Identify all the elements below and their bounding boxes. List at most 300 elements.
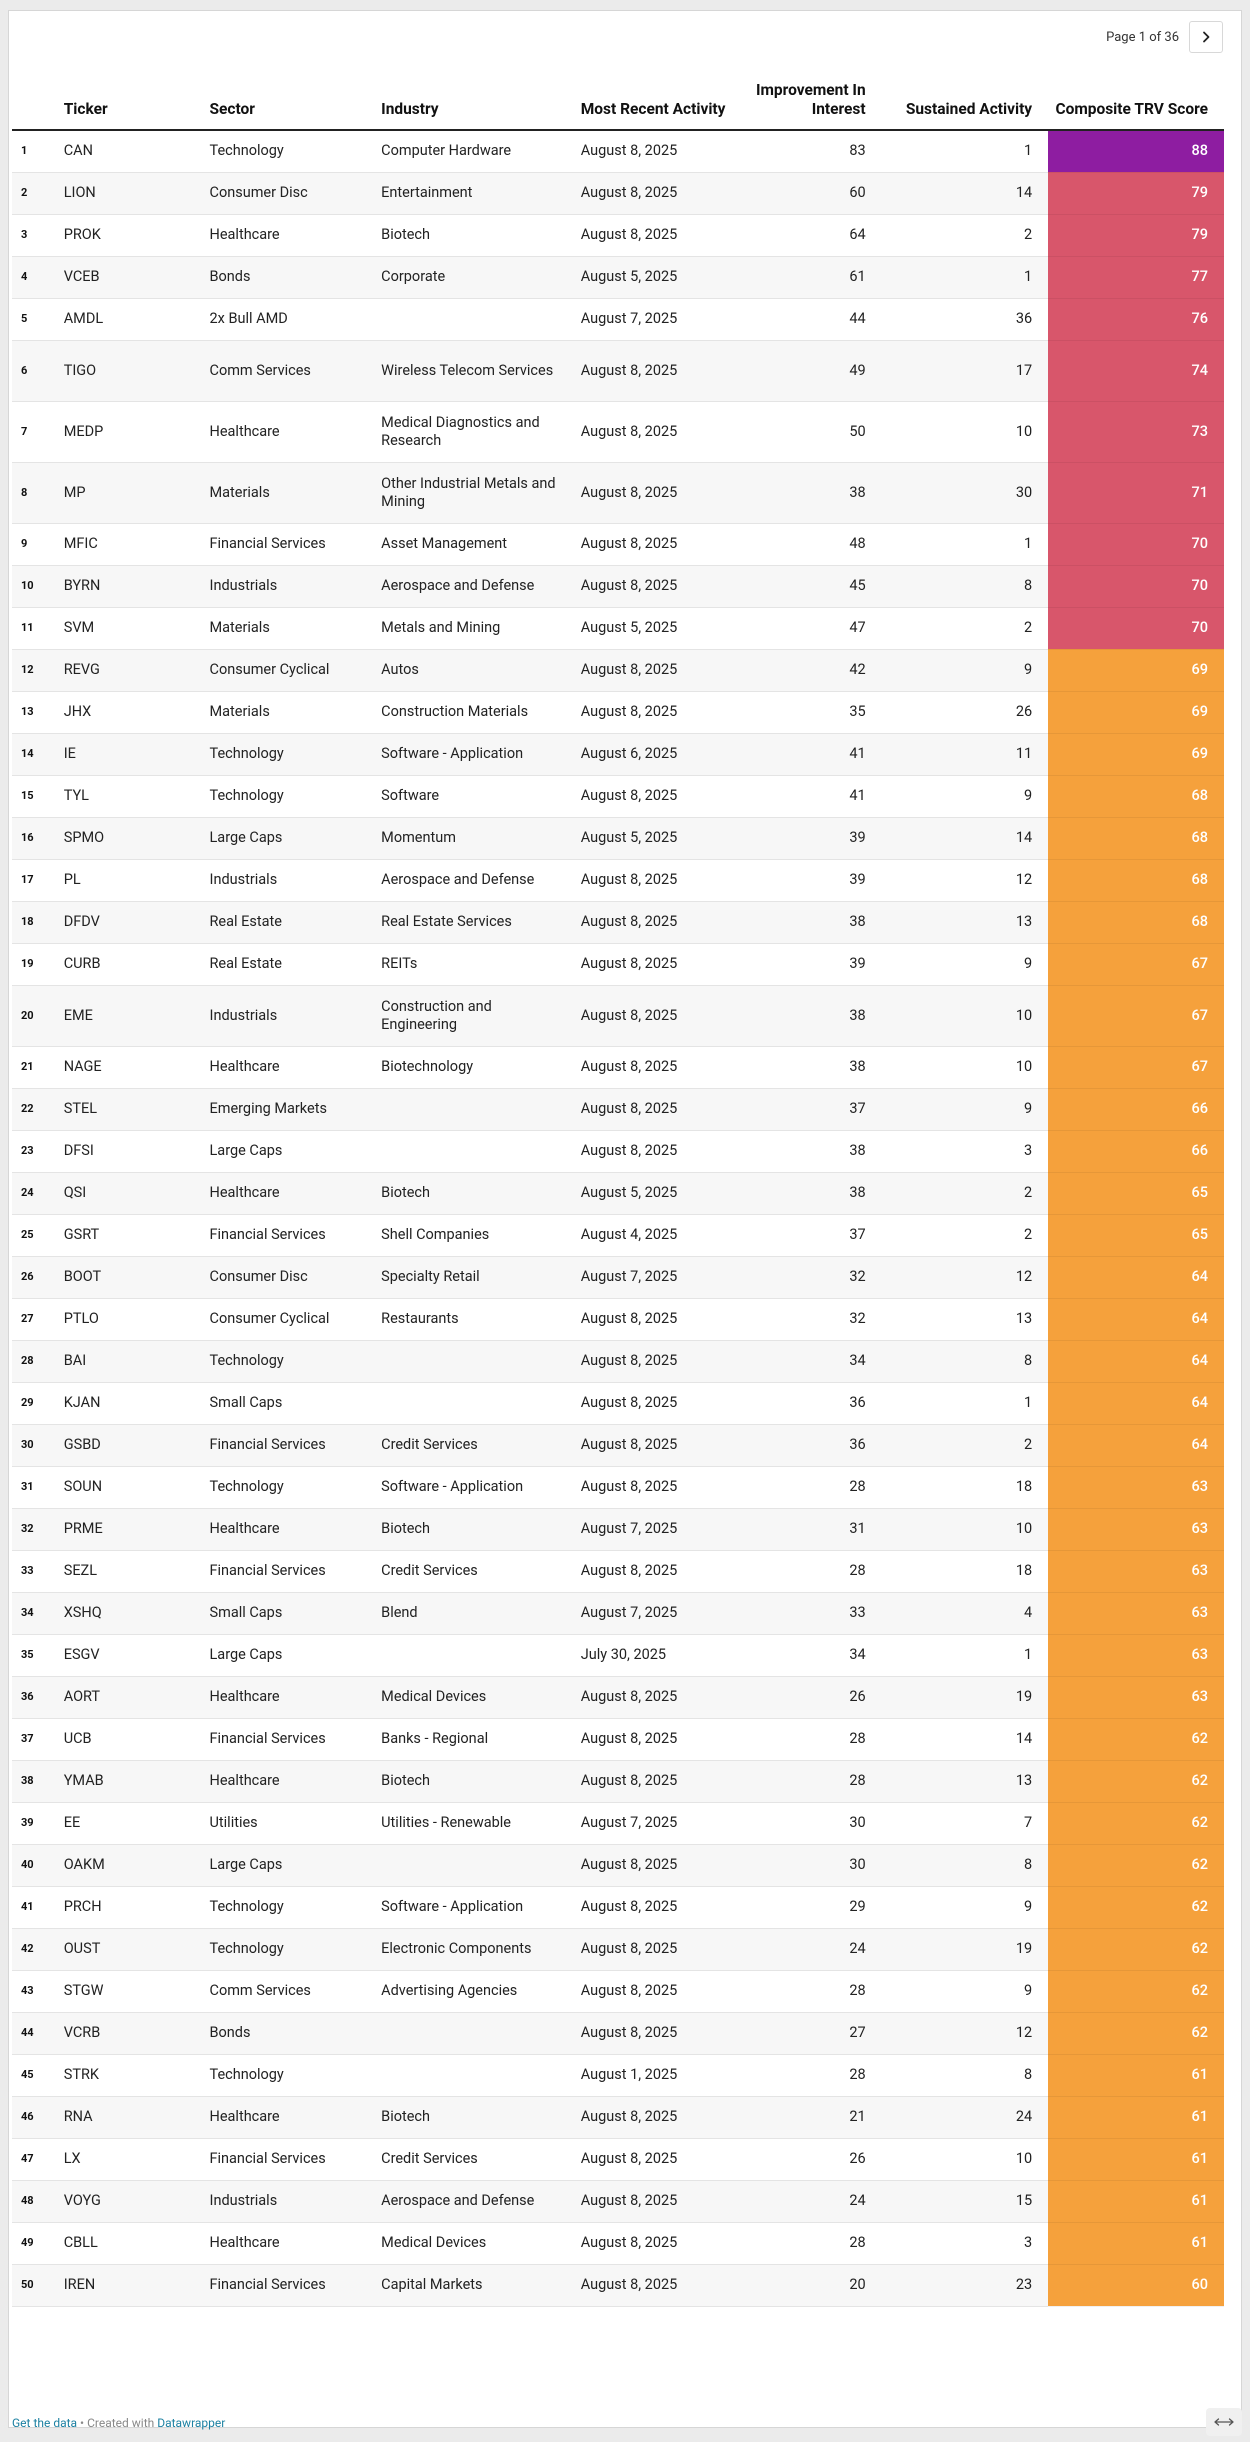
cell-rank: 5: [12, 298, 64, 340]
cell-rank: 11: [12, 607, 64, 649]
cell-rank: 30: [12, 1424, 64, 1466]
cell-score: 64: [1048, 1256, 1224, 1298]
table-row: [12, 1718, 1224, 1760]
cell-sector: Consumer Cyclical: [210, 1298, 382, 1340]
cell-sustained: 2: [882, 1424, 1048, 1466]
cell-ticker: UCB: [64, 1718, 210, 1760]
table-row: [12, 1340, 1224, 1382]
cell-improvement: 83: [732, 130, 882, 172]
table-row: [12, 1970, 1224, 2012]
cell-industry: Biotech: [381, 1172, 581, 1214]
cell-sector: Consumer Disc: [210, 172, 382, 214]
cell-date: August 8, 2025: [581, 943, 732, 985]
cell-date: August 8, 2025: [581, 130, 732, 172]
cell-ticker: GSRT: [64, 1214, 210, 1256]
cell-sustained: 17: [882, 340, 1048, 401]
cell-date: August 8, 2025: [581, 1466, 732, 1508]
cell-rank: 47: [12, 2138, 64, 2180]
table-row: [12, 1046, 1224, 1088]
cell-sector: Financial Services: [210, 2138, 382, 2180]
table-row: [12, 901, 1224, 943]
table-row: [12, 1928, 1224, 1970]
cell-score: 67: [1048, 985, 1224, 1046]
cell-sector: Utilities: [210, 1802, 382, 1844]
cell-improvement: 27: [732, 2012, 882, 2054]
cell-sustained: 19: [882, 1676, 1048, 1718]
cell-industry: Real Estate Services: [381, 901, 581, 943]
table-row: [12, 2012, 1224, 2054]
table-row: [12, 2138, 1224, 2180]
table-row: [12, 1886, 1224, 1928]
cell-sustained: 14: [882, 817, 1048, 859]
cell-sector: Large Caps: [210, 1634, 382, 1676]
table-row: [12, 340, 1224, 401]
cell-sector: Financial Services: [210, 1550, 382, 1592]
cell-date: August 5, 2025: [581, 1172, 732, 1214]
cell-date: August 8, 2025: [581, 1130, 732, 1172]
cell-industry: Computer Hardware: [381, 130, 581, 172]
cell-ticker: PROK: [64, 214, 210, 256]
cell-sustained: 10: [882, 1046, 1048, 1088]
cell-improvement: 24: [732, 1928, 882, 1970]
cell-sector: Technology: [210, 775, 382, 817]
cell-sustained: 1: [882, 1634, 1048, 1676]
cell-industry: Biotech: [381, 1508, 581, 1550]
cell-sustained: 12: [882, 859, 1048, 901]
cell-industry: [381, 1844, 581, 1886]
cell-date: August 8, 2025: [581, 1424, 732, 1466]
cell-score: 64: [1048, 1424, 1224, 1466]
cell-improvement: 39: [732, 859, 882, 901]
cell-date: August 5, 2025: [581, 256, 732, 298]
cell-sector: Financial Services: [210, 1718, 382, 1760]
cell-sustained: 30: [882, 462, 1048, 523]
cell-sector: Comm Services: [210, 1970, 382, 2012]
cell-sector: Consumer Cyclical: [210, 649, 382, 691]
cell-rank: 9: [12, 523, 64, 565]
cell-industry: [381, 2012, 581, 2054]
cell-rank: 33: [12, 1550, 64, 1592]
cell-improvement: 30: [732, 1844, 882, 1886]
col-header-sustained[interactable]: Sustained Activity: [882, 68, 1048, 130]
cell-improvement: 32: [732, 1256, 882, 1298]
cell-score: 60: [1048, 2264, 1224, 2306]
cell-date: August 8, 2025: [581, 1760, 732, 1802]
cell-industry: [381, 298, 581, 340]
cell-sustained: 8: [882, 565, 1048, 607]
cell-sustained: 18: [882, 1466, 1048, 1508]
cell-score: 68: [1048, 775, 1224, 817]
cell-industry: Biotech: [381, 214, 581, 256]
cell-score: 62: [1048, 1928, 1224, 1970]
cell-ticker: CURB: [64, 943, 210, 985]
cell-rank: 2: [12, 172, 64, 214]
cell-date: August 8, 2025: [581, 172, 732, 214]
cell-score: 65: [1048, 1172, 1224, 1214]
cell-improvement: 60: [732, 172, 882, 214]
table-row: [12, 523, 1224, 565]
cell-sector: Financial Services: [210, 1424, 382, 1466]
cell-industry: [381, 1130, 581, 1172]
cell-date: August 8, 2025: [581, 565, 732, 607]
cell-sustained: 2: [882, 607, 1048, 649]
table-row: [12, 985, 1224, 1046]
table-body: [12, 130, 1224, 2306]
col-header-score[interactable]: Composite TRV Score: [1048, 68, 1224, 130]
cell-sustained: 19: [882, 1928, 1048, 1970]
cell-industry: Corporate: [381, 256, 581, 298]
table-row: [12, 2180, 1224, 2222]
cell-ticker: NAGE: [64, 1046, 210, 1088]
cell-date: August 8, 2025: [581, 1886, 732, 1928]
cell-industry: Construction and Engineering: [381, 985, 581, 1046]
cell-date: August 8, 2025: [581, 1088, 732, 1130]
cell-industry: Momentum: [381, 817, 581, 859]
table-row: [12, 462, 1224, 523]
cell-date: August 7, 2025: [581, 1592, 732, 1634]
table-row: [12, 2264, 1224, 2306]
cell-sector: Technology: [210, 130, 382, 172]
cell-ticker: VOYG: [64, 2180, 210, 2222]
cell-improvement: 24: [732, 2180, 882, 2222]
cell-ticker: EME: [64, 985, 210, 1046]
cell-sector: Technology: [210, 2054, 382, 2096]
cell-ticker: XSHQ: [64, 1592, 210, 1634]
cell-score: 63: [1048, 1592, 1224, 1634]
cell-ticker: QSI: [64, 1172, 210, 1214]
cell-rank: 34: [12, 1592, 64, 1634]
cell-sustained: 15: [882, 2180, 1048, 2222]
next-page-button[interactable]: [1189, 21, 1223, 53]
cell-ticker: CBLL: [64, 2222, 210, 2264]
cell-sector: Healthcare: [210, 1760, 382, 1802]
cell-rank: 26: [12, 1256, 64, 1298]
cell-rank: 36: [12, 1676, 64, 1718]
table-row: [12, 130, 1224, 172]
cell-industry: Medical Diagnostics and Research: [381, 401, 581, 462]
cell-rank: 50: [12, 2264, 64, 2306]
cell-improvement: 31: [732, 1508, 882, 1550]
table-row: [12, 2222, 1224, 2264]
cell-sector: Real Estate: [210, 901, 382, 943]
cell-score: 71: [1048, 462, 1224, 523]
cell-date: August 8, 2025: [581, 523, 732, 565]
cell-date: August 7, 2025: [581, 298, 732, 340]
cell-date: August 8, 2025: [581, 2096, 732, 2138]
cell-ticker: IREN: [64, 2264, 210, 2306]
col-header-date[interactable]: Most Recent Activity: [581, 68, 732, 130]
col-header-rank[interactable]: [12, 68, 64, 130]
cell-date: August 4, 2025: [581, 1214, 732, 1256]
cell-sector: Industrials: [210, 859, 382, 901]
cell-industry: [381, 2054, 581, 2096]
cell-score: 62: [1048, 1718, 1224, 1760]
cell-score: 68: [1048, 817, 1224, 859]
cell-improvement: 39: [732, 817, 882, 859]
cell-improvement: 48: [732, 523, 882, 565]
cell-date: August 8, 2025: [581, 2180, 732, 2222]
cell-rank: 32: [12, 1508, 64, 1550]
cell-industry: Banks - Regional: [381, 1718, 581, 1760]
cell-score: 61: [1048, 2222, 1224, 2264]
cell-score: 67: [1048, 943, 1224, 985]
cell-improvement: 21: [732, 2096, 882, 2138]
cell-ticker: PTLO: [64, 1298, 210, 1340]
cell-score: 62: [1048, 1886, 1224, 1928]
cell-industry: Medical Devices: [381, 2222, 581, 2264]
cell-rank: 17: [12, 859, 64, 901]
cell-sustained: 14: [882, 1718, 1048, 1760]
cell-improvement: 28: [732, 1466, 882, 1508]
header-row: [12, 68, 1224, 130]
cell-industry: Blend: [381, 1592, 581, 1634]
pagination: [1106, 21, 1223, 53]
cell-date: August 8, 2025: [581, 401, 732, 462]
cell-improvement: 38: [732, 1172, 882, 1214]
cell-ticker: PL: [64, 859, 210, 901]
cell-score: 70: [1048, 565, 1224, 607]
cell-ticker: AORT: [64, 1676, 210, 1718]
cell-rank: 15: [12, 775, 64, 817]
cell-ticker: DFDV: [64, 901, 210, 943]
cell-rank: 27: [12, 1298, 64, 1340]
cell-improvement: 28: [732, 2222, 882, 2264]
col-header-industry[interactable]: Industry: [381, 68, 581, 130]
cell-sector: Large Caps: [210, 817, 382, 859]
cell-sustained: 1: [882, 1382, 1048, 1424]
cell-improvement: 38: [732, 985, 882, 1046]
table-row: [12, 1760, 1224, 1802]
cell-ticker: JHX: [64, 691, 210, 733]
cell-rank: 29: [12, 1382, 64, 1424]
cell-sustained: 13: [882, 1298, 1048, 1340]
cell-score: 88: [1048, 130, 1224, 172]
cell-date: August 8, 2025: [581, 462, 732, 523]
cell-rank: 42: [12, 1928, 64, 1970]
cell-sector: Healthcare: [210, 2222, 382, 2264]
cell-industry: Biotech: [381, 1760, 581, 1802]
cell-improvement: 38: [732, 901, 882, 943]
cell-score: 63: [1048, 1550, 1224, 1592]
cell-sector: Large Caps: [210, 1130, 382, 1172]
cell-ticker: YMAB: [64, 1760, 210, 1802]
cell-improvement: 42: [732, 649, 882, 691]
cell-sustained: 10: [882, 2138, 1048, 2180]
cell-score: 68: [1048, 901, 1224, 943]
cell-ticker: STRK: [64, 2054, 210, 2096]
cell-sustained: 3: [882, 1130, 1048, 1172]
cell-score: 63: [1048, 1508, 1224, 1550]
col-header-improvement[interactable]: Improvement In Interest: [732, 68, 882, 130]
cell-improvement: 28: [732, 1718, 882, 1760]
cell-industry: Software - Application: [381, 1886, 581, 1928]
cell-rank: 45: [12, 2054, 64, 2096]
table-row: [12, 256, 1224, 298]
cell-ticker: RNA: [64, 2096, 210, 2138]
cell-rank: 25: [12, 1214, 64, 1256]
cell-ticker: MEDP: [64, 401, 210, 462]
cell-ticker: BOOT: [64, 1256, 210, 1298]
cell-industry: Shell Companies: [381, 1214, 581, 1256]
cell-sector: Healthcare: [210, 1046, 382, 1088]
cell-rank: 41: [12, 1886, 64, 1928]
cell-industry: Aerospace and Defense: [381, 859, 581, 901]
cell-ticker: KJAN: [64, 1382, 210, 1424]
cell-ticker: MP: [64, 462, 210, 523]
cell-sustained: 14: [882, 172, 1048, 214]
cell-ticker: PRME: [64, 1508, 210, 1550]
cell-ticker: CAN: [64, 130, 210, 172]
cell-industry: Medical Devices: [381, 1676, 581, 1718]
table-row: [12, 1592, 1224, 1634]
cell-improvement: 45: [732, 565, 882, 607]
table-row: [12, 1214, 1224, 1256]
cell-ticker: PRCH: [64, 1886, 210, 1928]
cell-date: August 8, 2025: [581, 2012, 732, 2054]
cell-ticker: GSBD: [64, 1424, 210, 1466]
cell-score: 79: [1048, 172, 1224, 214]
cell-ticker: IE: [64, 733, 210, 775]
cell-improvement: 41: [732, 733, 882, 775]
cell-date: August 1, 2025: [581, 2054, 732, 2096]
table-row: [12, 607, 1224, 649]
page-indicator: Page 1 of 36: [1106, 29, 1179, 45]
cell-date: August 8, 2025: [581, 985, 732, 1046]
table-row: [12, 733, 1224, 775]
cell-date: August 8, 2025: [581, 340, 732, 401]
cell-score: 74: [1048, 340, 1224, 401]
cell-sector: Healthcare: [210, 2096, 382, 2138]
cell-score: 62: [1048, 1970, 1224, 2012]
col-header-sector[interactable]: Sector: [210, 68, 382, 130]
cell-industry: REITs: [381, 943, 581, 985]
cell-date: August 7, 2025: [581, 1508, 732, 1550]
cell-industry: Credit Services: [381, 2138, 581, 2180]
datawrapper-link[interactable]: Datawrapper: [157, 2416, 226, 2430]
cell-sector: Financial Services: [210, 2264, 382, 2306]
cell-sector: Large Caps: [210, 1844, 382, 1886]
cell-score: 63: [1048, 1634, 1224, 1676]
cell-sector: 2x Bull AMD: [210, 298, 382, 340]
cell-sustained: 8: [882, 1340, 1048, 1382]
cell-sustained: 12: [882, 1256, 1048, 1298]
cell-ticker: REVG: [64, 649, 210, 691]
resize-button[interactable]: [1206, 2408, 1242, 2436]
cell-rank: 19: [12, 943, 64, 985]
cell-improvement: 28: [732, 2054, 882, 2096]
cell-ticker: ESGV: [64, 1634, 210, 1676]
table-row: [12, 1088, 1224, 1130]
get-data-link[interactable]: Get the data: [12, 2416, 78, 2430]
table-row: [12, 214, 1224, 256]
cell-score: 79: [1048, 214, 1224, 256]
cell-date: August 8, 2025: [581, 1550, 732, 1592]
cell-improvement: 50: [732, 401, 882, 462]
cell-improvement: 41: [732, 775, 882, 817]
cell-sector: Technology: [210, 1886, 382, 1928]
cell-rank: 38: [12, 1760, 64, 1802]
cell-industry: Credit Services: [381, 1550, 581, 1592]
cell-improvement: 35: [732, 691, 882, 733]
cell-sector: Bonds: [210, 2012, 382, 2054]
cell-sustained: 9: [882, 1088, 1048, 1130]
cell-sustained: 1: [882, 130, 1048, 172]
cell-improvement: 38: [732, 462, 882, 523]
cell-sustained: 11: [882, 733, 1048, 775]
cell-improvement: 61: [732, 256, 882, 298]
cell-ticker: SEZL: [64, 1550, 210, 1592]
cell-improvement: 28: [732, 1760, 882, 1802]
cell-improvement: 38: [732, 1130, 882, 1172]
cell-score: 62: [1048, 1760, 1224, 1802]
table-row: [12, 172, 1224, 214]
cell-rank: 13: [12, 691, 64, 733]
cell-date: August 8, 2025: [581, 649, 732, 691]
cell-date: August 8, 2025: [581, 1046, 732, 1088]
cell-industry: Restaurants: [381, 1298, 581, 1340]
cell-improvement: 47: [732, 607, 882, 649]
cell-score: 65: [1048, 1214, 1224, 1256]
cell-industry: [381, 1088, 581, 1130]
cell-improvement: 26: [732, 2138, 882, 2180]
cell-sector: Healthcare: [210, 1508, 382, 1550]
cell-improvement: 28: [732, 1970, 882, 2012]
cell-sustained: 23: [882, 2264, 1048, 2306]
cell-sustained: 9: [882, 649, 1048, 691]
cell-improvement: 20: [732, 2264, 882, 2306]
cell-sustained: 10: [882, 1508, 1048, 1550]
cell-score: 61: [1048, 2180, 1224, 2222]
table-row: [12, 1508, 1224, 1550]
cell-sustained: 36: [882, 298, 1048, 340]
cell-improvement: 34: [732, 1340, 882, 1382]
cell-rank: 12: [12, 649, 64, 691]
cell-industry: Construction Materials: [381, 691, 581, 733]
cell-date: August 8, 2025: [581, 1928, 732, 1970]
table-row: [12, 649, 1224, 691]
cell-sustained: 3: [882, 2222, 1048, 2264]
cell-sector: Bonds: [210, 256, 382, 298]
cell-rank: 48: [12, 2180, 64, 2222]
col-header-ticker[interactable]: Ticker: [64, 68, 210, 130]
cell-improvement: 36: [732, 1382, 882, 1424]
cell-score: 63: [1048, 1466, 1224, 1508]
cell-score: 67: [1048, 1046, 1224, 1088]
cell-sustained: 1: [882, 256, 1048, 298]
table-row: [12, 2096, 1224, 2138]
cell-rank: 21: [12, 1046, 64, 1088]
cell-industry: Software: [381, 775, 581, 817]
table-row: [12, 1382, 1224, 1424]
cell-date: August 7, 2025: [581, 1802, 732, 1844]
cell-rank: 20: [12, 985, 64, 1046]
cell-improvement: 64: [732, 214, 882, 256]
cell-industry: Metals and Mining: [381, 607, 581, 649]
cell-rank: 16: [12, 817, 64, 859]
cell-rank: 46: [12, 2096, 64, 2138]
cell-date: August 8, 2025: [581, 2222, 732, 2264]
cell-sustained: 13: [882, 1760, 1048, 1802]
cell-ticker: BAI: [64, 1340, 210, 1382]
cell-industry: [381, 1634, 581, 1676]
cell-rank: 39: [12, 1802, 64, 1844]
cell-sustained: 2: [882, 214, 1048, 256]
cell-sustained: 4: [882, 1592, 1048, 1634]
cell-sector: Small Caps: [210, 1382, 382, 1424]
cell-sustained: 9: [882, 1970, 1048, 2012]
cell-ticker: LX: [64, 2138, 210, 2180]
cell-sector: Financial Services: [210, 1214, 382, 1256]
